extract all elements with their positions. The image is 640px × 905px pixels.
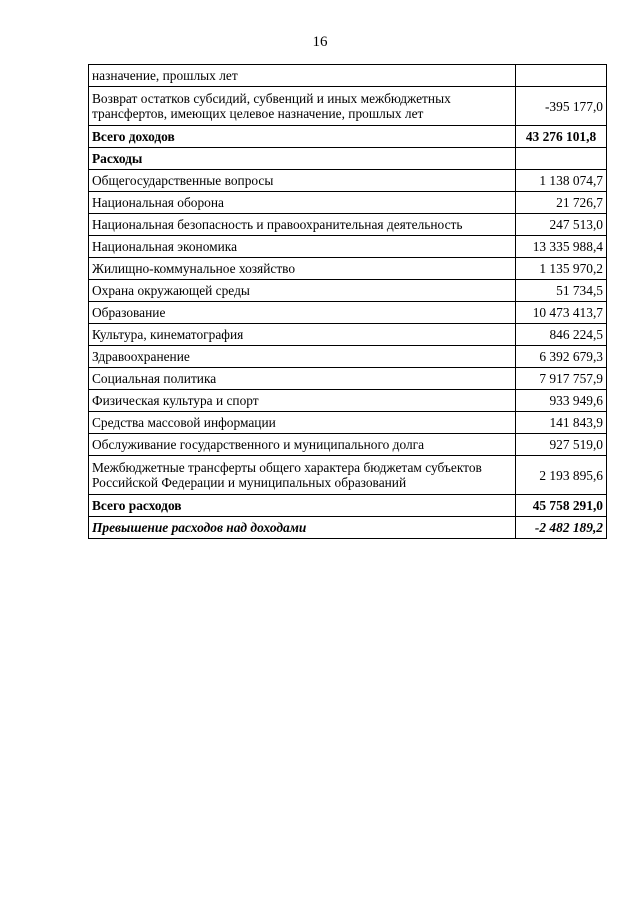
- table-row: [89, 236, 607, 258]
- row-label: Национальная безопасность и правоохранительная деятельность: [89, 214, 516, 236]
- row-amount: 45 758 291,0: [516, 495, 607, 517]
- table-row: [89, 368, 607, 390]
- row-amount: -395 177,0: [516, 87, 607, 126]
- table-row: [89, 170, 607, 192]
- row-amount: 21 726,7: [516, 192, 607, 214]
- row-label: Здравоохранение: [89, 346, 516, 368]
- row-label: Физическая культура и спорт: [89, 390, 516, 412]
- table-row: [89, 148, 607, 170]
- row-label: Обслуживание государственного и муниципального долга: [89, 434, 516, 456]
- row-label: Межбюджетные трансферты общего характера бюджетам субъектов Российской Федерации и муниципальных образований: [89, 456, 516, 495]
- row-amount: [516, 148, 607, 170]
- table-row: [89, 65, 607, 87]
- row-amount: 1 135 970,2: [516, 258, 607, 280]
- row-amount: 933 949,6: [516, 390, 607, 412]
- row-label: Превышение расходов над доходами: [89, 517, 516, 539]
- row-amount: 247 513,0: [516, 214, 607, 236]
- table-row: [89, 126, 607, 148]
- row-amount: -2 482 189,2: [516, 517, 607, 539]
- row-amount: 927 519,0: [516, 434, 607, 456]
- row-label: Возврат остатков субсидий, субвенций и иных межбюджетных трансфертов, имеющих целевое назначение, прошлых лет: [89, 87, 516, 126]
- table-row: [89, 87, 607, 126]
- row-label: Культура, кинематография: [89, 324, 516, 346]
- table-row: [89, 302, 607, 324]
- row-label: Образование: [89, 302, 516, 324]
- table-row: [89, 346, 607, 368]
- row-amount: 10 473 413,7: [516, 302, 607, 324]
- table-row: [89, 412, 607, 434]
- row-amount: 43 276 101,8: [516, 126, 607, 148]
- table-row: [89, 390, 607, 412]
- row-label: Охрана окружающей среды: [89, 280, 516, 302]
- table-row: [89, 280, 607, 302]
- table-row: [89, 214, 607, 236]
- table-row: [89, 517, 607, 539]
- row-label: Социальная политика: [89, 368, 516, 390]
- row-amount: 1 138 074,7: [516, 170, 607, 192]
- budget-table: [88, 64, 607, 539]
- table-row: [89, 258, 607, 280]
- row-amount: 7 917 757,9: [516, 368, 607, 390]
- row-amount: 13 335 988,4: [516, 236, 607, 258]
- row-amount: 51 734,5: [516, 280, 607, 302]
- row-label: Общегосударственные вопросы: [89, 170, 516, 192]
- row-amount: 141 843,9: [516, 412, 607, 434]
- table-row: [89, 434, 607, 456]
- table-row: [89, 192, 607, 214]
- row-amount: [516, 65, 607, 87]
- row-label: Всего расходов: [89, 495, 516, 517]
- row-label: Жилищно-коммунальное хозяйство: [89, 258, 516, 280]
- row-label: Национальная экономика: [89, 236, 516, 258]
- row-label: Расходы: [89, 148, 516, 170]
- budget-table-body: [89, 65, 607, 539]
- table-row: [89, 456, 607, 495]
- table-row: [89, 495, 607, 517]
- page-number: 16: [312, 34, 328, 50]
- row-label: назначение, прошлых лет: [89, 65, 516, 87]
- table-row: [89, 324, 607, 346]
- row-label: Средства массовой информации: [89, 412, 516, 434]
- row-amount: 2 193 895,6: [516, 456, 607, 495]
- row-amount: 6 392 679,3: [516, 346, 607, 368]
- row-label: Всего доходов: [89, 126, 516, 148]
- row-amount: 846 224,5: [516, 324, 607, 346]
- row-label: Национальная оборона: [89, 192, 516, 214]
